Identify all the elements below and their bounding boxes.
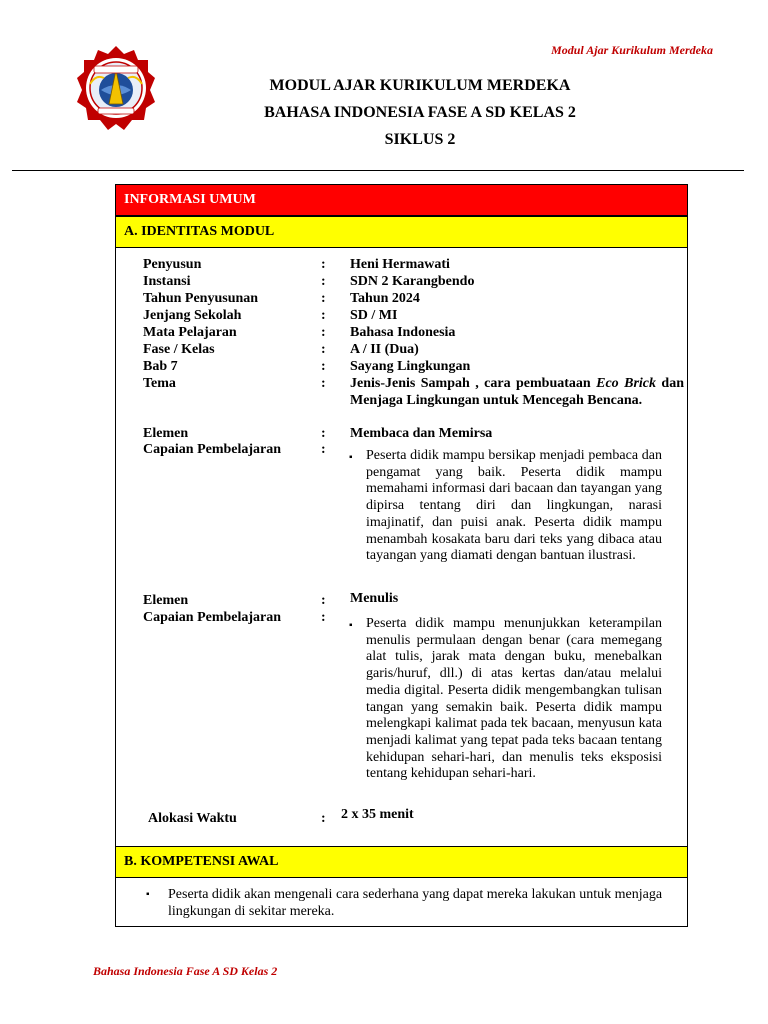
field-label-alokasi: Alokasi Waktu [148,811,237,826]
field-value-elemen-2: Menulis [350,591,399,606]
field-colon: : [321,274,326,289]
section-a-heading: A. IDENTITAS MODUL [116,216,687,248]
field-label-fase: Fase / Kelas [143,342,215,357]
capaian-1-text: Peserta didik mampu bersikap menjadi pembaca dan pengamat yang baik. Peserta didik mampu memahami informasi dari bacaan dan tayangan yang dipirsa tentang diri dan lingkungan, narasi imajinatif, dan puisi anak. Peserta didik mampu menambah kosakata baru dari teks yang dibaca atau tayangan yang diamati dengan bantuan ilustrasi. [366,448,662,564]
info-header: INFORMASI UMUM [116,185,687,216]
field-value-penyusun: Heni Hermawati [350,257,450,272]
field-colon: : [321,426,326,441]
bullet: ▪ [349,620,353,631]
field-label-bab: Bab 7 [143,359,178,374]
field-colon: : [321,610,326,625]
header-divider [12,170,744,171]
document-title-line-3: SIKLUS 2 [384,131,456,148]
field-colon: : [321,291,326,306]
field-colon: : [321,325,326,340]
field-label-penyusun: Penyusun [143,257,202,272]
field-label-elemen-2: Elemen [143,593,189,608]
section-b-heading: B. KOMPETENSI AWAL [116,846,687,878]
regency-emblem-icon [76,44,156,132]
field-colon: : [321,442,326,457]
field-label-capaian-2: Capaian Pembelajaran [143,610,282,625]
document-title-line-1: MODUL AJAR KURIKULUM MERDEKA [269,77,571,94]
field-label-mapel: Mata Pelajaran [143,325,237,340]
field-value-fase: A / II (Dua) [350,342,419,357]
tema-text: dan Menjaga Lingkungan untuk Mencegah Bencana. [350,376,685,408]
field-colon: : [321,376,326,391]
field-colon: : [321,811,326,826]
field-value-instansi: SDN 2 Karangbendo [350,274,475,289]
field-label-capaian-1: Capaian Pembelajaran [143,442,282,457]
info-table [115,184,688,927]
field-value-alokasi: 2 x 35 menit [341,807,414,822]
document-title-line-2: BAHASA INDONESIA FASE A SD KELAS 2 [264,104,576,121]
field-label-jenjang: Jenjang Sekolah [143,308,242,323]
header-caption: Modul Ajar Kurikulum Merdeka [551,43,713,57]
field-label-tahun: Tahun Penyusunan [143,291,259,306]
field-value-bab: Sayang Lingkungan [350,359,471,374]
field-colon: : [321,257,326,272]
field-label-elemen-1: Elemen [143,426,189,441]
field-value-elemen-1: Membaca dan Memirsa [350,426,493,441]
kompetensi-awal-item: Peserta didik akan mengenali cara sederhana yang dapat mereka lakukan untuk menjaga lingkungan di sekitar mereka. [168,887,663,919]
field-colon: : [321,342,326,357]
bullet: ▪ [146,889,150,900]
field-value-tahun: Tahun 2024 [350,291,420,306]
bullet: ▪ [349,452,353,463]
field-colon: : [321,359,326,374]
field-label-instansi: Instansi [143,274,191,289]
field-colon: : [321,593,326,608]
tema-text-italic: Eco Brick [596,376,656,391]
footer-caption: Bahasa Indonesia Fase A SD Kelas 2 [93,964,278,978]
field-value-mapel: Bahasa Indonesia [350,325,456,340]
field-colon: : [321,308,326,323]
tema-text: Jenis-Jenis Sampah , cara pembuataan [350,376,597,391]
field-value-tema [350,375,684,409]
field-value-jenjang: SD / MI [350,308,398,323]
capaian-2-text: Peserta didik mampu menunjukkan keterampilan menulis permulaan dengan benar (cara memegang alat tulis, jarak mata dengan buku, menebalkan garis/huruf, dll.) di atas kertas dan/atau melalui media digital. Peserta didik mengembangkan tulisan tangan yang semakin baik. Peserta didik mampu melengkapi kalimat pada tek bacaan, menyusun kata menjadi kalimat yang tepat pada teks bacaan tentang kehidupan sehari-hari, dan menulis teks eksposisi tentang kehidupan sehari-hari. [366,616,662,782]
field-label-tema: Tema [143,376,176,391]
